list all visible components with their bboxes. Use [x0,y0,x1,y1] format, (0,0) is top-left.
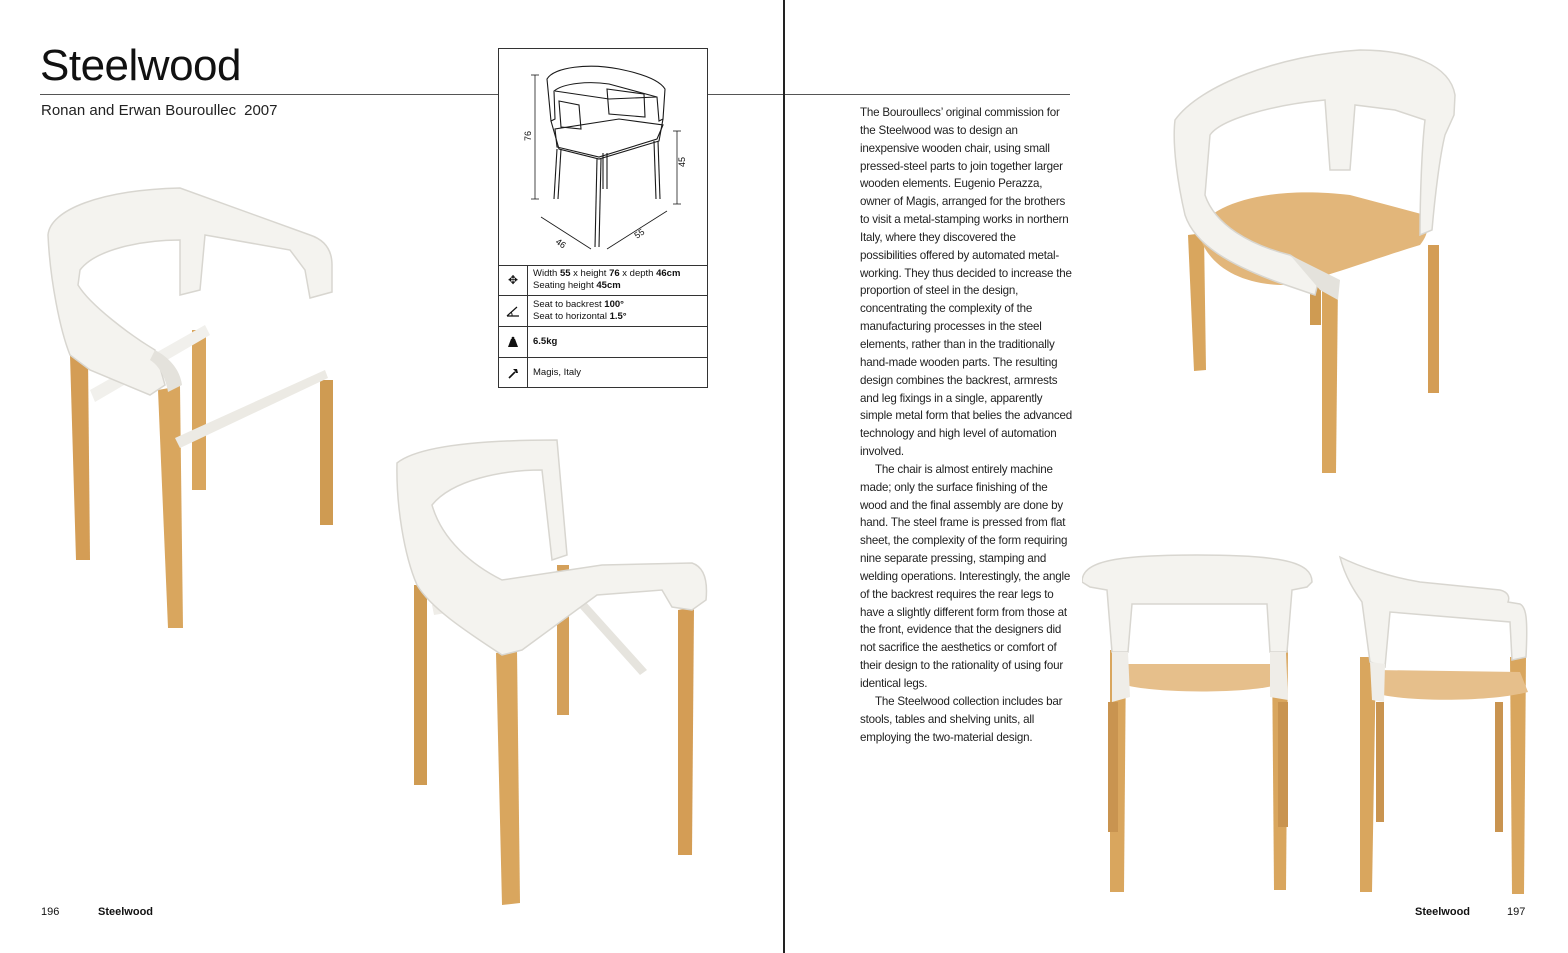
page-number-right: 197 [1507,906,1526,918]
weight-value: 6.5kg [533,336,558,347]
steel-bracket [1270,652,1288,700]
front-leg [1322,281,1338,473]
paragraph: The Bouroullecs’ original commission for the Steelwood was to design an inexpensive wooden chair, using small pressed-steel parts to join together larger wooden elements. Eugenio Perazza, owner of Magis, arranged for the brothers to visit a metal-stamping works in northern Italy, where they discovered the possibilities offered by automated metal-working. They thus decided to increase the proportion of steel in the design, concentrating the complexity of the manufacturing processes in the steel elements, rather than in the traditionally hand-made wooden parts. The resulting design combines the backrest, armrests and leg fixings in a single, apparently simple metal form that belies the advanced technology and high level of automation involved. [860,106,1072,459]
angle-icon [499,296,528,326]
paragraph: The chair is almost entirely machine made; only the surface finishing of the wood and the final assembly are done by hand. The steel frame is pressed from flat sheet, the complexity of the form requiring nine separate pressing, stamping and welding operations. Interestingly, the angle of the backrest requires the rear legs to have a slightly different form from those at the front, evidence that the designers did not sacrifice the aesthetics or comfort of their design to the rationality of using four identical legs. [860,462,1071,690]
wooden-seat [1375,670,1528,700]
front-leg [70,355,90,560]
hammer-icon [499,358,528,388]
rear-leg [1428,245,1439,393]
dimension-drawing [499,49,707,266]
page-title: Steelwood [40,41,241,90]
designer-credit [41,101,278,121]
page-number-left: 196 [41,906,60,918]
rear-leg [192,330,206,490]
spec-row-angles: Seat to backrest 100° Seat to horizontal 1.5° [499,296,707,327]
front-leg [678,607,694,855]
title-rule-mid [708,94,783,95]
manufacturer-value: Magis, Italy [533,367,582,378]
chair-photo-angled [392,435,712,910]
spec-row-dimensions: ✥ Width 55 x height 76 x depth 46cm Seating height 45cm [499,265,707,296]
chair-photo-back-view [1082,552,1314,894]
rear-leg [320,380,333,525]
height-dimension-label: 76 [523,130,533,141]
front-leg [158,386,183,628]
running-head-right: Steelwood [1415,906,1471,918]
paragraph: The Steelwood collection includes bar stools, tables and shelving units, all employing the two-material design. [860,694,1063,744]
steel-bracket [1370,662,1385,702]
spec-row-manufacturer [499,358,707,388]
steel-frame [1340,557,1527,667]
wooden-seat [1122,664,1280,692]
spec-box [498,48,708,388]
spec-row-weight [499,327,707,358]
front-leg [1495,702,1503,832]
steel-frame [397,440,707,655]
article-body [860,104,1072,746]
rear-leg [414,585,427,785]
steel-frame [48,188,332,395]
chair-line-drawing [499,49,707,265]
designers-name: Ronan and Erwan Bouroullec [41,102,237,119]
steel-bracket [1112,652,1130,702]
title-rule [40,94,498,95]
front-leg [1188,233,1206,371]
steel-frame [1082,555,1312,652]
dimensions-icon: ✥ [499,265,528,295]
chair-photo-top-right [1170,45,1460,475]
title-rule-right [785,94,1070,95]
weight-icon [499,327,528,357]
width-dimension-label: 55 [632,226,647,241]
depth-dimension-label: 46 [553,236,568,251]
design-year: 2007 [244,102,278,119]
rear-leg [1376,702,1384,822]
front-leg [1278,702,1288,827]
chair-photo-side-view [1330,552,1535,897]
front-leg [496,649,520,905]
running-head-left: Steelwood [98,906,154,918]
front-leg [1108,702,1118,832]
seat-height-dimension-label: 45 [677,156,687,167]
page-gutter [783,0,785,953]
chair-photo-front-left [40,180,350,640]
